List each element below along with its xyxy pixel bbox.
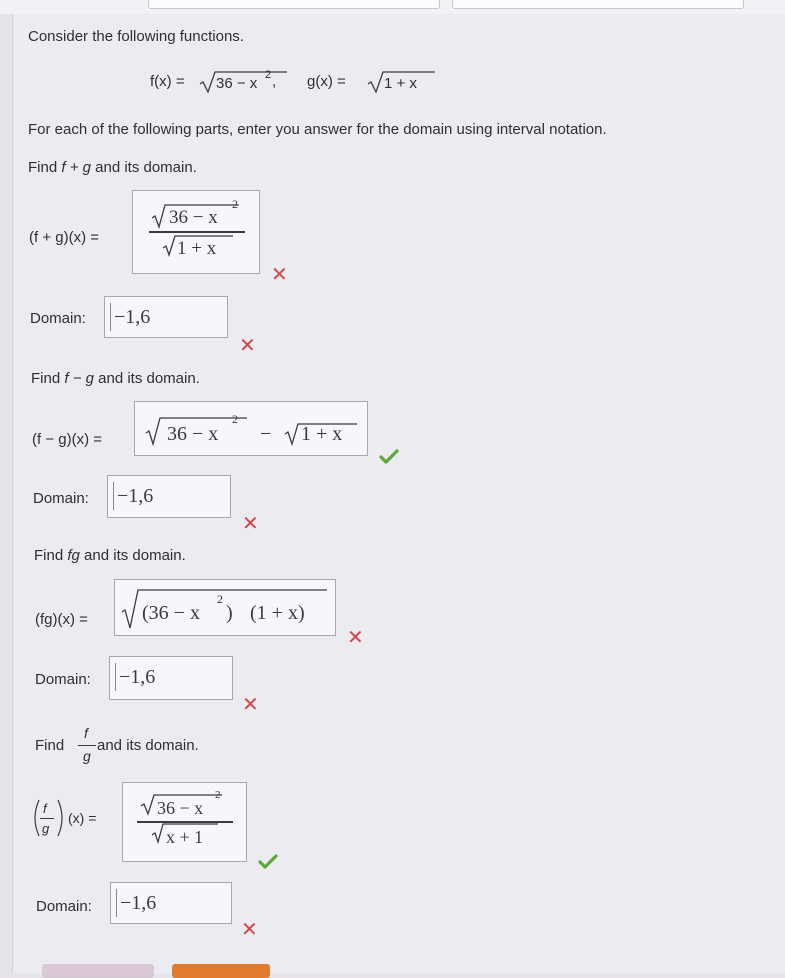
part2-answer-field[interactable] bbox=[134, 401, 368, 456]
part4-domain-value: −1,6 bbox=[120, 892, 157, 914]
read-it-button[interactable] bbox=[172, 964, 270, 978]
part2-minus: − bbox=[260, 423, 272, 445]
g-radicand: 1 + x bbox=[384, 75, 417, 92]
top-tab bbox=[452, 0, 744, 9]
part1-answer-field[interactable] bbox=[132, 190, 260, 274]
incorrect-icon: ✕ bbox=[242, 511, 259, 535]
top-strip bbox=[0, 0, 785, 14]
fraction-bar bbox=[137, 821, 233, 823]
part2-prompt bbox=[31, 370, 200, 387]
fraction-bar bbox=[149, 231, 245, 233]
correct-check-icon bbox=[258, 854, 278, 870]
incorrect-icon: ✕ bbox=[239, 333, 256, 357]
need-help-link[interactable] bbox=[42, 964, 154, 978]
f-radicand: 36 − x bbox=[216, 75, 258, 92]
part1-domain-label: Domain: bbox=[30, 310, 86, 327]
part1-numerator: 36 − x bbox=[169, 207, 218, 228]
part2-domain-field[interactable] bbox=[107, 475, 231, 518]
label-post: (x) = bbox=[68, 810, 97, 826]
part2-term-a: 36 − x bbox=[167, 423, 219, 445]
question-panel bbox=[12, 14, 785, 974]
part3-exponent: 2 bbox=[217, 592, 223, 606]
prompt-frac-den: g bbox=[83, 748, 91, 764]
text-cursor bbox=[113, 482, 114, 510]
part1-num-exponent: 2 bbox=[232, 197, 238, 211]
prompt-text: and its domain. bbox=[90, 159, 197, 176]
incorrect-icon: ✕ bbox=[271, 262, 288, 286]
incorrect-icon: ✕ bbox=[347, 625, 364, 649]
label-frac-den: g bbox=[42, 821, 50, 836]
part3-term-b: (1 + x) bbox=[250, 602, 305, 624]
part3-term-a: (36 − x bbox=[142, 602, 200, 624]
label-frac-num: f bbox=[43, 801, 47, 816]
part1-prompt bbox=[28, 159, 197, 176]
f-def-label: f(x) = bbox=[150, 73, 185, 90]
g-def-label: g(x) = bbox=[307, 73, 346, 90]
part4-answer-field[interactable] bbox=[122, 782, 247, 862]
part4-denominator: x + 1 bbox=[166, 827, 204, 847]
instructions: For each of the following parts, enter you answer for the domain using interval notation. bbox=[28, 121, 607, 138]
prompt-text: Find bbox=[31, 370, 65, 387]
part3-domain-field[interactable] bbox=[109, 656, 233, 700]
part4-domain-label: Domain: bbox=[36, 898, 92, 915]
top-tab bbox=[148, 0, 440, 9]
part1-denominator: 1 + x bbox=[177, 238, 217, 259]
prompt-text: Find bbox=[28, 159, 62, 176]
part4-domain-field[interactable] bbox=[110, 882, 232, 924]
text-cursor bbox=[116, 889, 117, 917]
part3-answer-field[interactable] bbox=[114, 579, 336, 636]
part1-domain-field[interactable] bbox=[104, 296, 228, 338]
f-exponent: 2 bbox=[265, 69, 272, 81]
part2-domain-label: Domain: bbox=[33, 490, 89, 507]
fraction-bar bbox=[78, 745, 96, 746]
prompt-expr: f − g bbox=[64, 370, 94, 387]
intro-title: Consider the following functions. bbox=[28, 28, 244, 45]
fraction-bar bbox=[40, 818, 54, 819]
part1-domain-value: −1,6 bbox=[114, 306, 151, 328]
part2-term-b: 1 + x bbox=[301, 423, 343, 445]
prompt-text: Find bbox=[35, 737, 65, 754]
prompt-expr: fg bbox=[67, 547, 80, 564]
part2-domain-value: −1,6 bbox=[117, 485, 154, 507]
part4-num-exponent: 2 bbox=[215, 789, 221, 801]
prompt-expr: f + g bbox=[61, 159, 91, 176]
prompt-text: and its domain. bbox=[93, 370, 200, 387]
incorrect-icon: ✕ bbox=[241, 917, 258, 941]
part2-label: (f − g)(x) = bbox=[32, 431, 103, 448]
correct-check-icon bbox=[379, 449, 399, 465]
right-paren-icon bbox=[55, 798, 67, 838]
prompt-text: and its domain. bbox=[79, 547, 186, 564]
prompt-text: Find bbox=[34, 547, 68, 564]
part3-prompt bbox=[34, 547, 186, 564]
prompt-frac-num: f bbox=[84, 725, 88, 741]
part3-label: (fg)(x) = bbox=[35, 611, 88, 628]
text-cursor bbox=[110, 303, 111, 331]
part3-paren-close: ) bbox=[226, 602, 233, 624]
part4-numerator: 36 − x bbox=[157, 798, 204, 818]
part3-domain-label: Domain: bbox=[35, 671, 91, 688]
f-comma: , bbox=[272, 73, 277, 90]
text-cursor bbox=[115, 663, 116, 691]
incorrect-icon: ✕ bbox=[242, 692, 259, 716]
part2-exponent: 2 bbox=[232, 412, 238, 426]
part1-label: (f + g)(x) = bbox=[29, 229, 100, 246]
prompt-text: and its domain. bbox=[97, 737, 199, 754]
part3-domain-value: −1,6 bbox=[119, 666, 156, 688]
